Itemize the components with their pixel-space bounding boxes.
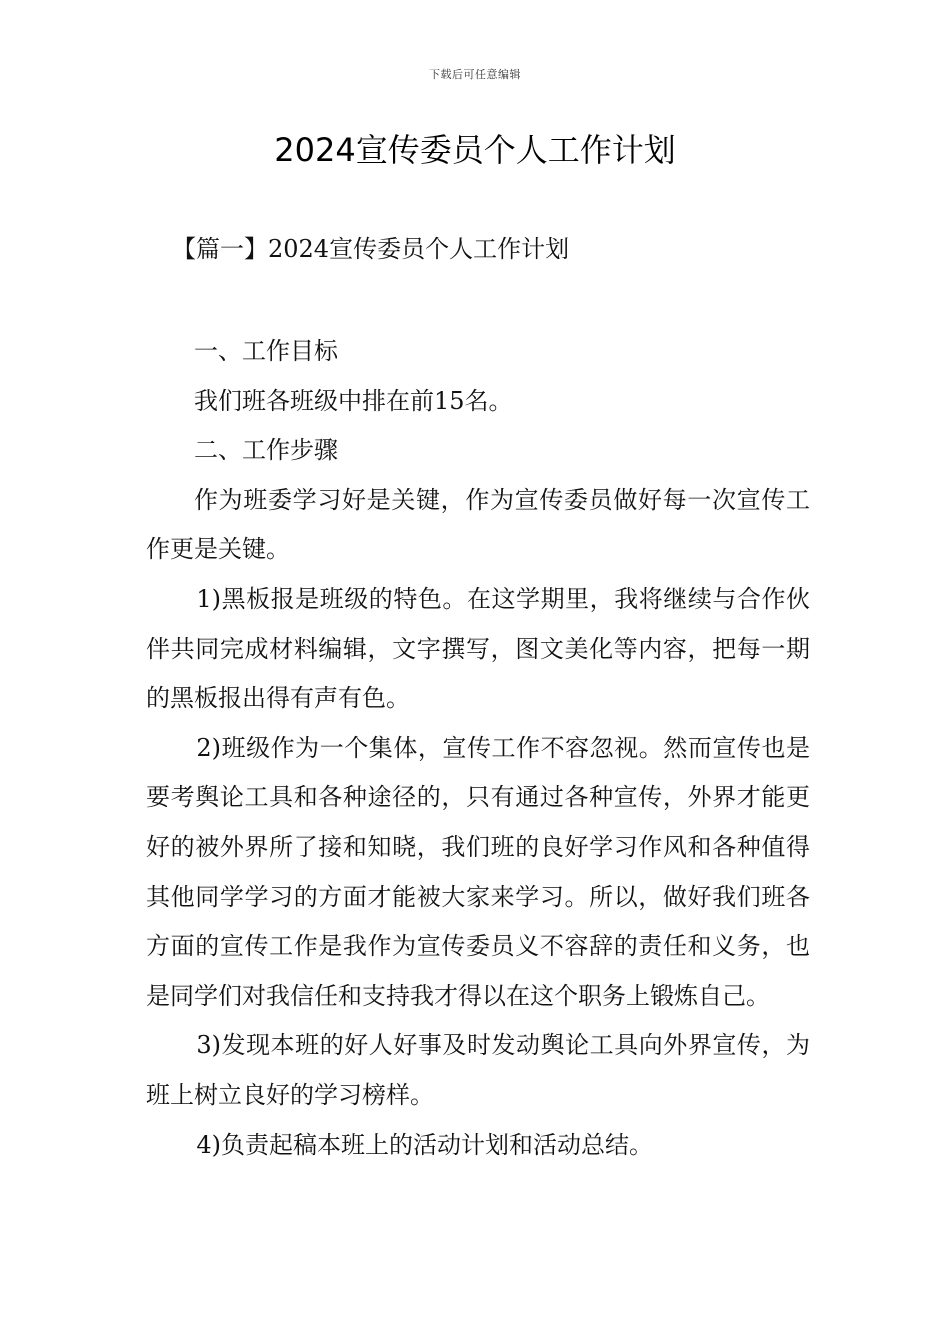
paragraph-item-4: 4)负责起稿本班上的活动计划和活动总结。 <box>196 1130 654 1159</box>
paragraph-goal: 我们班各班级中排在前15名。 <box>194 386 513 415</box>
document-title: 2024宣传委员个人工作计划 <box>274 131 676 169</box>
header-note: 下载后可任意编辑 <box>429 68 521 81</box>
paragraph-goal-heading: 一、工作目标 <box>194 337 338 365</box>
document-body <box>146 327 810 1170</box>
paragraph-intro: 作为班委学习好是关键，作为宣传委员做好每一次宣传工作更是关键。 <box>146 485 810 564</box>
paragraph-item-1: 1)黑板报是班级的特色。在这学期里，我将继续与合作伙伴共同完成材料编辑，文字撰写，图文美化等内容，把每一期的黑板报出得有声有色。 <box>146 584 810 713</box>
paragraph-steps-heading: 二、工作步骤 <box>194 436 338 465</box>
paragraph-item-2: 2)班级作为一个集体，宣传工作不容忽视。然而宣传也是要考舆论工具和各种途径的，只有通过各种宣传，外界才能更好的被外界所了接和知晓，我们班的良好学习作风和各种值得其他同学学习的方面才能被大家来学习。所以，做好我们班各方面的宣传工作是我作为宣传委员义不容辞的责任和义务，也是同学们对我信任和支持我才得以在这个职务上锻炼自己。 <box>146 733 810 1010</box>
section-heading: 【篇一】2024宣传委员个人工作计划 <box>172 235 570 263</box>
paragraph-item-3: 3)发现本班的好人好事及时发动舆论工具向外界宣传，为班上树立良好的学习榜样。 <box>146 1031 810 1109</box>
